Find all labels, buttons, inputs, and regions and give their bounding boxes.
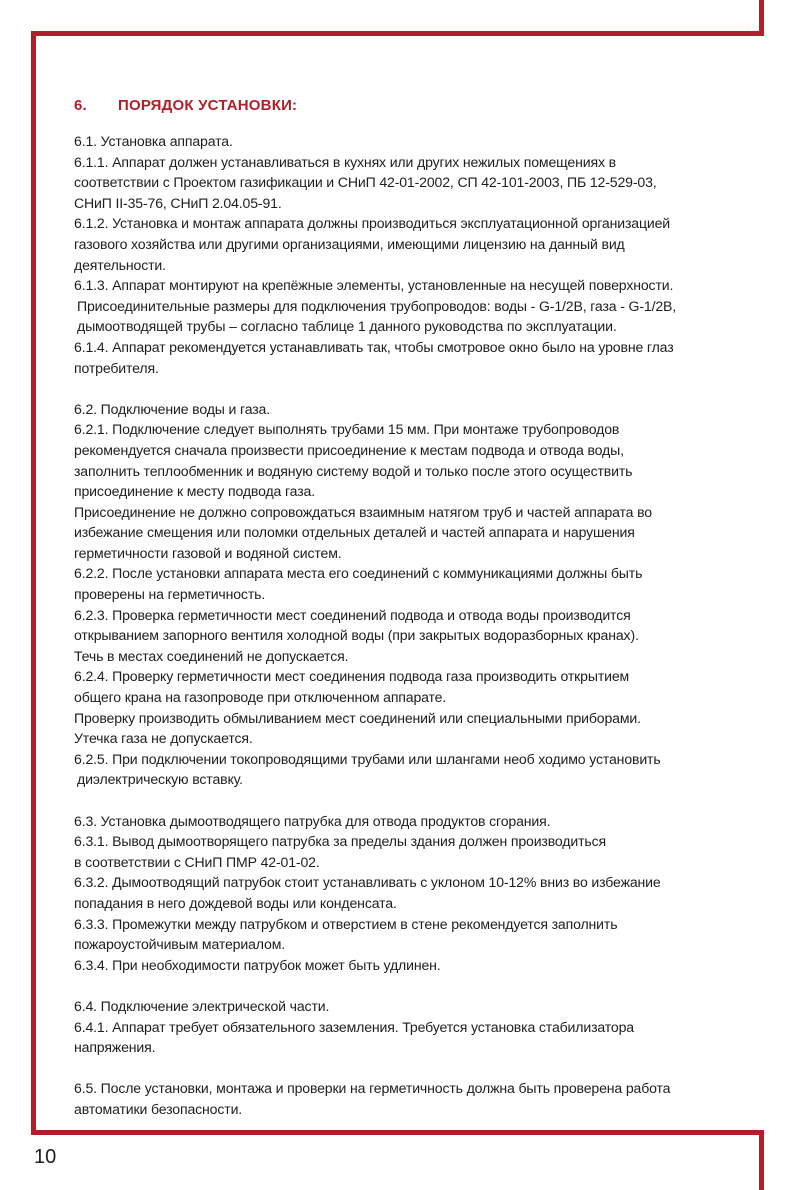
text-line: диэлектрическую вставку. — [77, 771, 243, 788]
text-line: 6.1.3. Аппарат монтируют на крепёжные элементы, установленные на несущей поверхности. — [74, 277, 674, 294]
text-line: в соответствии с СНиП ПМР 42-01-02. — [74, 853, 320, 870]
text-line: соответствии с Проектом газификации и СНиП 42-01-2002, СП 42-101-2003, ПБ 12-529-03, — [74, 174, 657, 191]
text-line: избежание смещения или поломки отдельных деталей и частей аппарата и нарушения — [74, 524, 635, 541]
paragraph-gap — [74, 975, 714, 996]
text-line: 6.3.2. Дымоотводящий патрубок стоит устанавливать с уклоном 10-12% вниз во избежание — [74, 874, 661, 891]
text-line: 6.3.4. При необходимости патрубок может быть удлинен. — [74, 956, 441, 973]
text-line: напряжения. — [74, 1039, 156, 1056]
text-line: 6.4. Подключение электрической части. — [74, 997, 330, 1014]
text-line: 6.1.2. Установка и монтаж аппарата должны производиться эксплуатационной организацией — [74, 215, 671, 232]
text-line: 6.2.3. Проверка герметичности мест соединений подвода и отвода воды производится — [74, 606, 631, 623]
text-line: проверены на герметичность. — [74, 586, 266, 603]
frame-top-border — [31, 31, 764, 36]
section-title: ПОРЯДОК УСТАНОВКИ: — [118, 97, 298, 114]
text-line: Присоединение не должно сопровождаться взаимным натягом труб и частей аппарата во — [74, 503, 652, 520]
text-line: 6.1.4. Аппарат рекомендуется устанавливать так, чтобы смотровое окно было на уровне глаз — [74, 338, 674, 355]
frame-right-top-border — [759, 0, 764, 36]
text-line: газового хозяйства или другими организациями, имеющими лицензию на данный вид — [74, 235, 625, 252]
text-line: 6.2.2. После установки аппарата места его соединений с коммуникациями должны быть — [74, 565, 643, 582]
text-line: 6.1.1. Аппарат должен устанавливаться в кухнях или других нежилых помещениях в — [74, 153, 616, 170]
text-line: 6.3.1. Вывод дымоотворящего патрубка за пределы здания должен производиться — [74, 833, 606, 850]
text-line: автоматики безопасности. — [74, 1100, 243, 1117]
text-line: деятельности. — [74, 256, 166, 273]
text-line: попадания в него дождевой воды или конденсата. — [74, 894, 397, 911]
text-line: Утечка газа не допускается. — [74, 730, 253, 747]
text-line: заполнить теплообменник и водяную систему водой и только после этого осуществить — [74, 462, 633, 479]
text-line: 6.3.3. Промежутки между патрубком и отверстием в стене рекомендуется заполнить — [74, 915, 618, 932]
text-line: Присоединительные размеры для подключения трубопроводов: воды - G-1/2В, газа - G-1/2В, — [77, 297, 677, 314]
text-line: 6.2.5. При подключении токопроводящими трубами или шлангами необ ходимо установить — [74, 750, 661, 767]
page-number: 10 — [34, 1146, 57, 1168]
paragraph-gap — [74, 378, 714, 399]
text-line: 6.2.4. Проверку герметичности мест соединения подвода газа производить открытием — [74, 668, 630, 685]
frame-right-bottom-border — [759, 1130, 764, 1190]
text-line: 6.4.1. Аппарат требует обязательного заземления. Требуется установка стабилизатора — [74, 1018, 634, 1035]
text-line: герметичности газовой и водяной систем. — [74, 544, 342, 561]
frame-bottom-border — [31, 1130, 764, 1135]
section-number: 6. — [74, 97, 87, 114]
paragraph-gap — [74, 1058, 714, 1079]
text-line: Течь в местах соединений не допускается. — [74, 647, 349, 664]
text-line: общего крана на газопроводе при отключенном аппарате. — [74, 689, 447, 706]
text-line: открыванием запорного вентиля холодной воды (при закрытых водоразборных кранах). — [74, 627, 639, 644]
text-line: присоединение к месту подвода газа. — [74, 483, 315, 500]
text-line: рекомендуется сначала произвести присоединение к местам подвода и отвода воды, — [74, 441, 624, 458]
section-heading — [74, 97, 297, 114]
text-line: 6.2.1. Подключение следует выполнять трубами 15 мм. При монтаже трубопроводов — [74, 421, 620, 438]
frame-left-border — [31, 31, 36, 1135]
paragraph-gap — [74, 790, 714, 811]
text-line: 6.3. Установка дымоотводящего патрубка для отвода продуктов сгорания. — [74, 812, 551, 829]
text-line: потребителя. — [74, 359, 159, 376]
text-line: пожароустойчивым материалом. — [74, 936, 286, 953]
text-line: 6.5. После установки, монтажа и проверки на герметичность должна быть проверена работа — [74, 1080, 671, 1097]
text-line: 6.1. Установка аппарата. — [74, 133, 233, 149]
text-line: 6.2. Подключение воды и газа. — [74, 400, 270, 417]
text-line: СНиП II-35-76, СНиП 2.04.05-91. — [74, 194, 282, 211]
document-body — [74, 131, 714, 1120]
text-line: Проверку производить обмыливанием мест соединений или специальными приборами. — [74, 709, 641, 726]
text-line: дымоотводящей трубы – согласно таблице 1 данного руководства по эксплуатации. — [77, 318, 617, 335]
